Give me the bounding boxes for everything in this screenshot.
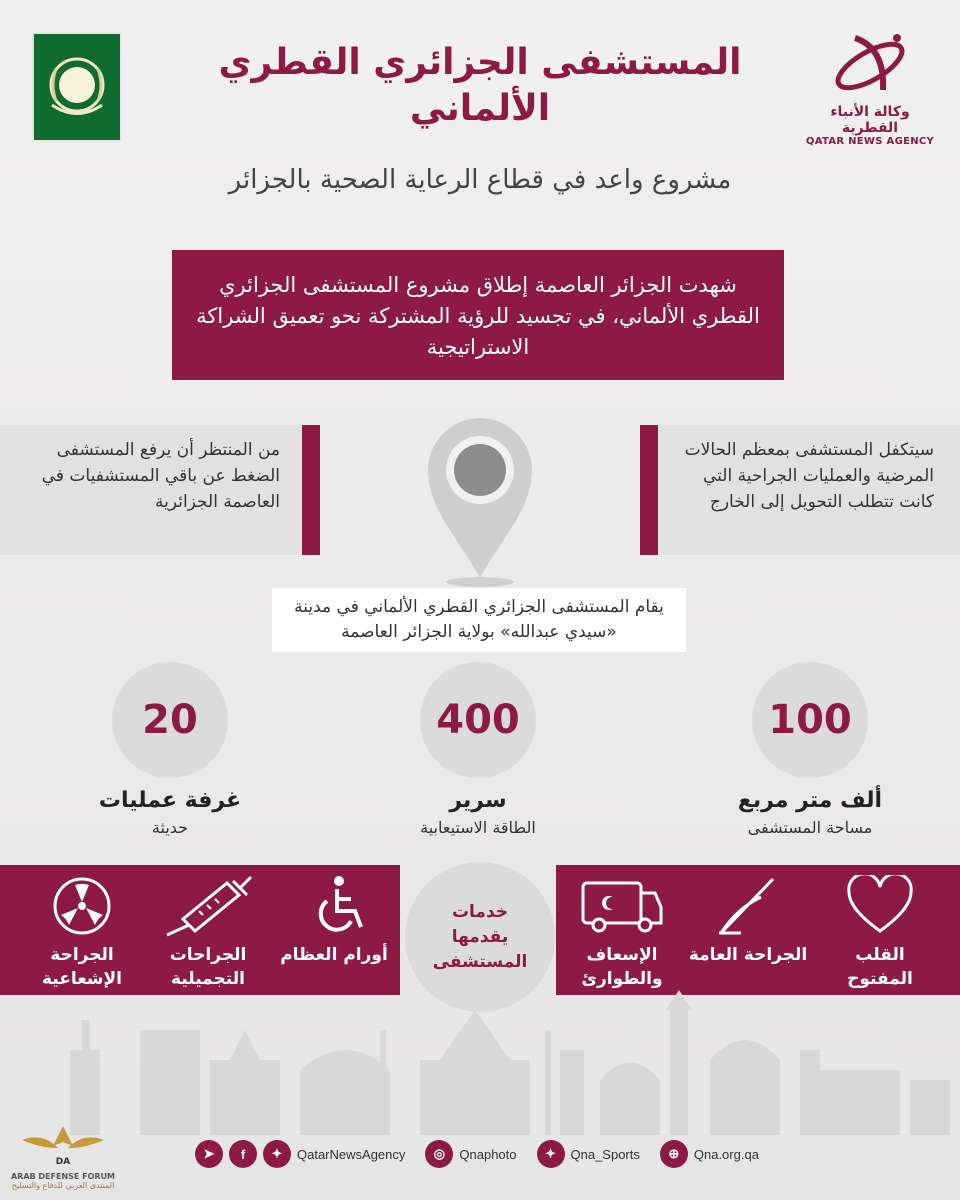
stat-beds-value: 400	[420, 662, 536, 778]
telegram-icon[interactable]: ➤	[195, 1140, 223, 1168]
side-note-right: سيتكفل المستشفى بمعظم الحالات المرضية والعمليات الجراحية التي كانت تتطلب التحويل إلى الخارج	[640, 425, 960, 555]
stat-rooms-value: 20	[112, 662, 228, 778]
qna-atom-icon	[825, 28, 915, 98]
facebook-icon[interactable]: f	[229, 1140, 257, 1168]
service-label: الجراحات التجميلية	[169, 945, 247, 989]
svg-text:DA: DA	[55, 1157, 71, 1167]
eagle-logo-icon	[18, 1118, 108, 1168]
service-open-heart	[820, 875, 940, 991]
emblem-icon	[42, 47, 112, 127]
service-cosmetic-surgery	[148, 875, 268, 991]
instagram-icon[interactable]: ◎	[425, 1140, 453, 1168]
twitter-icon[interactable]: ✦	[537, 1140, 565, 1168]
stat-rooms-sub: حديثة	[151, 818, 189, 837]
scalpel-icon	[713, 875, 783, 937]
agency-name-ar: وكالة الأنباء القطرية	[830, 104, 910, 136]
stat-area-sub: مساحة المستشفى	[747, 818, 873, 837]
stat-beds-sub: الطاقة الاستيعابية	[420, 818, 536, 837]
service-general-surgery	[688, 875, 808, 967]
intro-box: شهدت الجزائر العاصمة إطلاق مشروع المستشفى الجزائري القطري الألماني، في تجسيد للرؤية المشتركة نحو تعميق الشراكة الاستراتيجية	[172, 250, 784, 380]
service-emergency	[562, 875, 682, 991]
side-note-left: من المنتظر أن يرفع المستشفى الضغط عن باقي المستشفيات في العاصمة الجزائرية	[0, 425, 320, 555]
stat-rooms-label: غرفة عمليات	[98, 788, 242, 813]
radiation-icon	[47, 875, 117, 937]
service-label: أورام العظام	[280, 945, 388, 965]
handle-qatarnewsagency[interactable]: QatarNewsAgency	[297, 1146, 406, 1162]
service-radiation-surgery	[22, 875, 142, 991]
service-label: الإسعاف والطوارئ	[581, 945, 663, 989]
page-title: المستشفى الجزائري القطري الألماني	[218, 42, 742, 129]
wheelchair-icon	[299, 875, 369, 937]
location-pin-icon	[420, 410, 540, 590]
globe-icon[interactable]: ⊕	[660, 1140, 688, 1168]
service-label: الجراحة الإشعاعية	[41, 945, 123, 989]
forum-name-ar: المنتدى العربي للدفاع والتسليح	[11, 1181, 115, 1190]
page-subtitle: مشروع واعد في قطاع الرعاية الصحية بالجزائر	[228, 165, 732, 195]
handle-website[interactable]: Qna.org.qa	[693, 1146, 759, 1162]
social-footer	[195, 1138, 775, 1170]
arab-league-emblem	[32, 32, 122, 142]
handle-qna-sports[interactable]: Qna_Sports	[570, 1146, 640, 1162]
location-box: يقام المستشفى الجزائري القطري الألماني في مدينة «سيدي عبدالله» بولاية الجزائر العاصمة	[272, 588, 686, 652]
service-label: القلب المفتوح	[847, 945, 913, 989]
ambulance-icon	[579, 875, 665, 937]
stat-area-label: ألف متر مربع	[737, 788, 883, 813]
qna-logo	[800, 28, 940, 148]
forum-watermark	[8, 1118, 118, 1198]
stat-beds-label: سرير	[449, 788, 507, 813]
service-bone-tumors	[274, 875, 394, 967]
city-skyline	[0, 990, 960, 1135]
heart-icon	[845, 875, 915, 937]
service-label: الجراحة العامة	[688, 945, 808, 965]
forum-name-en: ARAB DEFENSE FORUM	[10, 1172, 116, 1181]
stat-area-value: 100	[752, 662, 868, 778]
services-title-text: خدمات يقدمها المستشفى	[432, 901, 528, 972]
syringe-icon	[163, 875, 253, 937]
twitter-icon[interactable]: ✦	[263, 1140, 291, 1168]
agency-name-en: QATAR NEWS AGENCY	[805, 136, 935, 147]
handle-qnaphoto[interactable]: Qnaphoto	[459, 1146, 517, 1162]
